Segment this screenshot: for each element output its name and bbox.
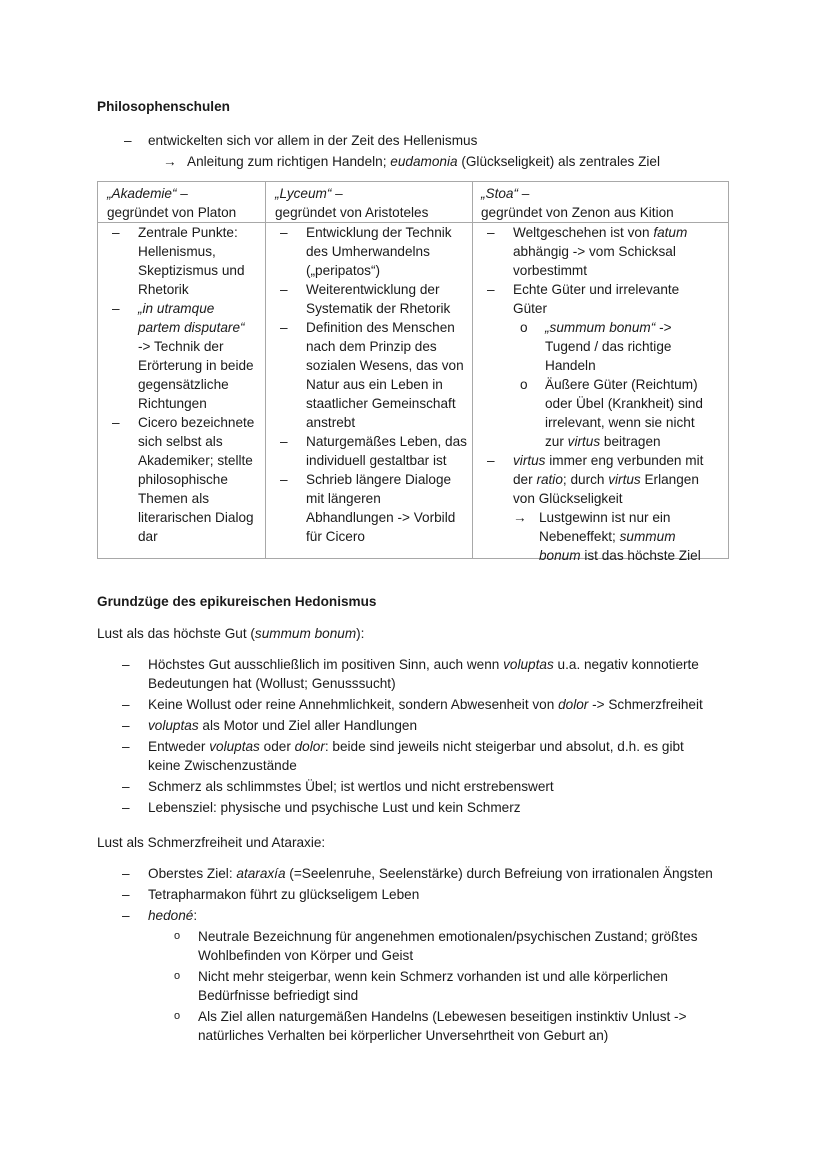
list-item: – Schmerz als schlimmstes Übel; ist wertlos und nicht erstrebenswert [122,779,554,794]
list-item: – voluptas als Motor und Ziel aller Handlungen [122,718,418,733]
list-item: – Keine Wollust oder reine Annehmlichkeit, sondern Abwesenheit von dolor -> Schmerzfreiheit [122,697,703,712]
section-title-hedonismus: Grundzüge des epikureischen Hedonismus [97,594,377,609]
list-item: – Höchstes Gut ausschließlich im positiven Sinn, auch wenn voluptas u.a. negativ konnotierte Bedeutungen hat (Wollust; Genusssucht) [122,657,699,691]
list-item: – Echte Güter und irrelevante Güter [487,282,680,316]
list-item: – Cicero bezeichnete sich selbst als Akademiker; stellte philosophische Themen als literarischen Dialog dar [112,415,255,544]
list-item: – Oberstes Ziel: ataraxía (=Seelenruhe, Seelenstärke) durch Befreiung von irrationalen Ängsten [122,866,713,881]
sub-list-item: o Als Ziel allen naturgemäßen Handelns (Lebewesen beseitigen instinktiv Unlust -> natürliches Verhalten bei körperlicher Unversehrtheit von Geburt an) [174,1009,687,1043]
list-item: – Naturgemäßes Leben, das individuell gestaltbar ist [280,434,467,468]
list-item: – Schrieb längere Dialoge mit längeren Abhandlungen -> Vorbild für Cicero [280,472,456,544]
list-item: – virtus immer eng verbunden mit der ratio; durch virtus Erlangen von Glückseligkeit [487,453,704,506]
list-item: – Weiterentwicklung der Systematik der Rhetorik [280,282,451,316]
section-intro-ataraxie: Lust als Schmerzfreiheit und Ataraxie: [97,835,326,850]
list-item: – Lebensziel: physische und psychische Lust und kein Schmerz [122,800,521,815]
circle-bullet-icon: o [174,970,181,982]
list-item: – Entweder voluptas oder dolor: beide sind jeweils nicht steigerbar und absolut, d.h. es gibt keine Zwischenzustände [122,739,684,773]
ataraxie-list [97,864,737,1047]
list-item: – Tetrapharmakon führt zu glückseligem Leben [122,887,420,902]
arrow-text: Anleitung zum richtigen Handeln; eudamonia (Glückseligkeit) als zentrales Ziel [187,154,661,169]
table-header-lyceum: „Lyceum“ – gegründet von Aristoteles [275,186,429,220]
list-item: – „in utramque partem disputare“ -> Technik der Erörterung in beide gegensätzliche Richtungen [112,301,254,411]
table-header-stoa: „Stoa“ – gegründet von Zenon aus Kition [481,186,674,220]
circle-bullet-icon: o [174,1010,181,1022]
circle-bullet-icon: o [174,930,181,942]
list-item: – Definition des Menschen nach dem Prinzip des sozialen Wesens, das von Natur aus ein Leben in staatlicher Gemeinschaft anstrebt [280,320,464,430]
table-column-akademie [98,223,265,546]
schools-table [97,181,729,563]
circle-bullet-icon: o [520,377,528,392]
hedonismus-list [97,655,737,819]
list-item: – hedoné: [122,908,198,923]
section-intro: Lust als das höchste Gut (summum bonum): [97,626,365,641]
table-header-akademie: „Akademie“ – gegründet von Platon [107,186,237,220]
arrow-list-item: → Lustgewinn ist nur ein Nebeneffekt; summum bonum ist das höchste Ziel [513,510,701,563]
sub-list-item: o Äußere Güter (Reichtum) oder Übel (Krankheit) sind irrelevant, wenn sie nicht zur virtus beitragen [520,377,703,449]
sub-list-item: o Nicht mehr steigerbar, wenn kein Schmerz vorhanden ist und alle körperlichen Bedürfnisse befriedigt sind [174,969,668,1003]
circle-bullet-icon: o [520,320,528,335]
dash-bullet: – [124,133,132,148]
list-item: – Weltgeschehen ist von fatum abhängig -> vom Schicksal vorbestimmt [487,225,688,278]
arrow-icon: → [163,154,177,169]
sub-list-item: o „summum bonum“ -> Tugend / das richtige Handeln [520,320,672,373]
list-item: – Zentrale Punkte: Hellenismus, Skeptizismus und Rhetorik [112,225,245,297]
section-title-philosophenschulen: Philosophenschulen [97,99,230,114]
table-column-stoa [473,223,729,565]
arrow-icon: → [513,510,527,525]
list-item: – Entwicklung der Technik des Umherwandelns („peripatos“) [280,225,452,278]
table-column-lyceum [266,223,472,546]
bullet-text: entwickelten sich vor allem in der Zeit des Hellenismus [148,133,478,148]
sub-list-item: o Neutrale Bezeichnung für angenehmen emotionalen/psychischen Zustand; größtes Wohlbefinden von Körper und Geist [174,929,698,963]
